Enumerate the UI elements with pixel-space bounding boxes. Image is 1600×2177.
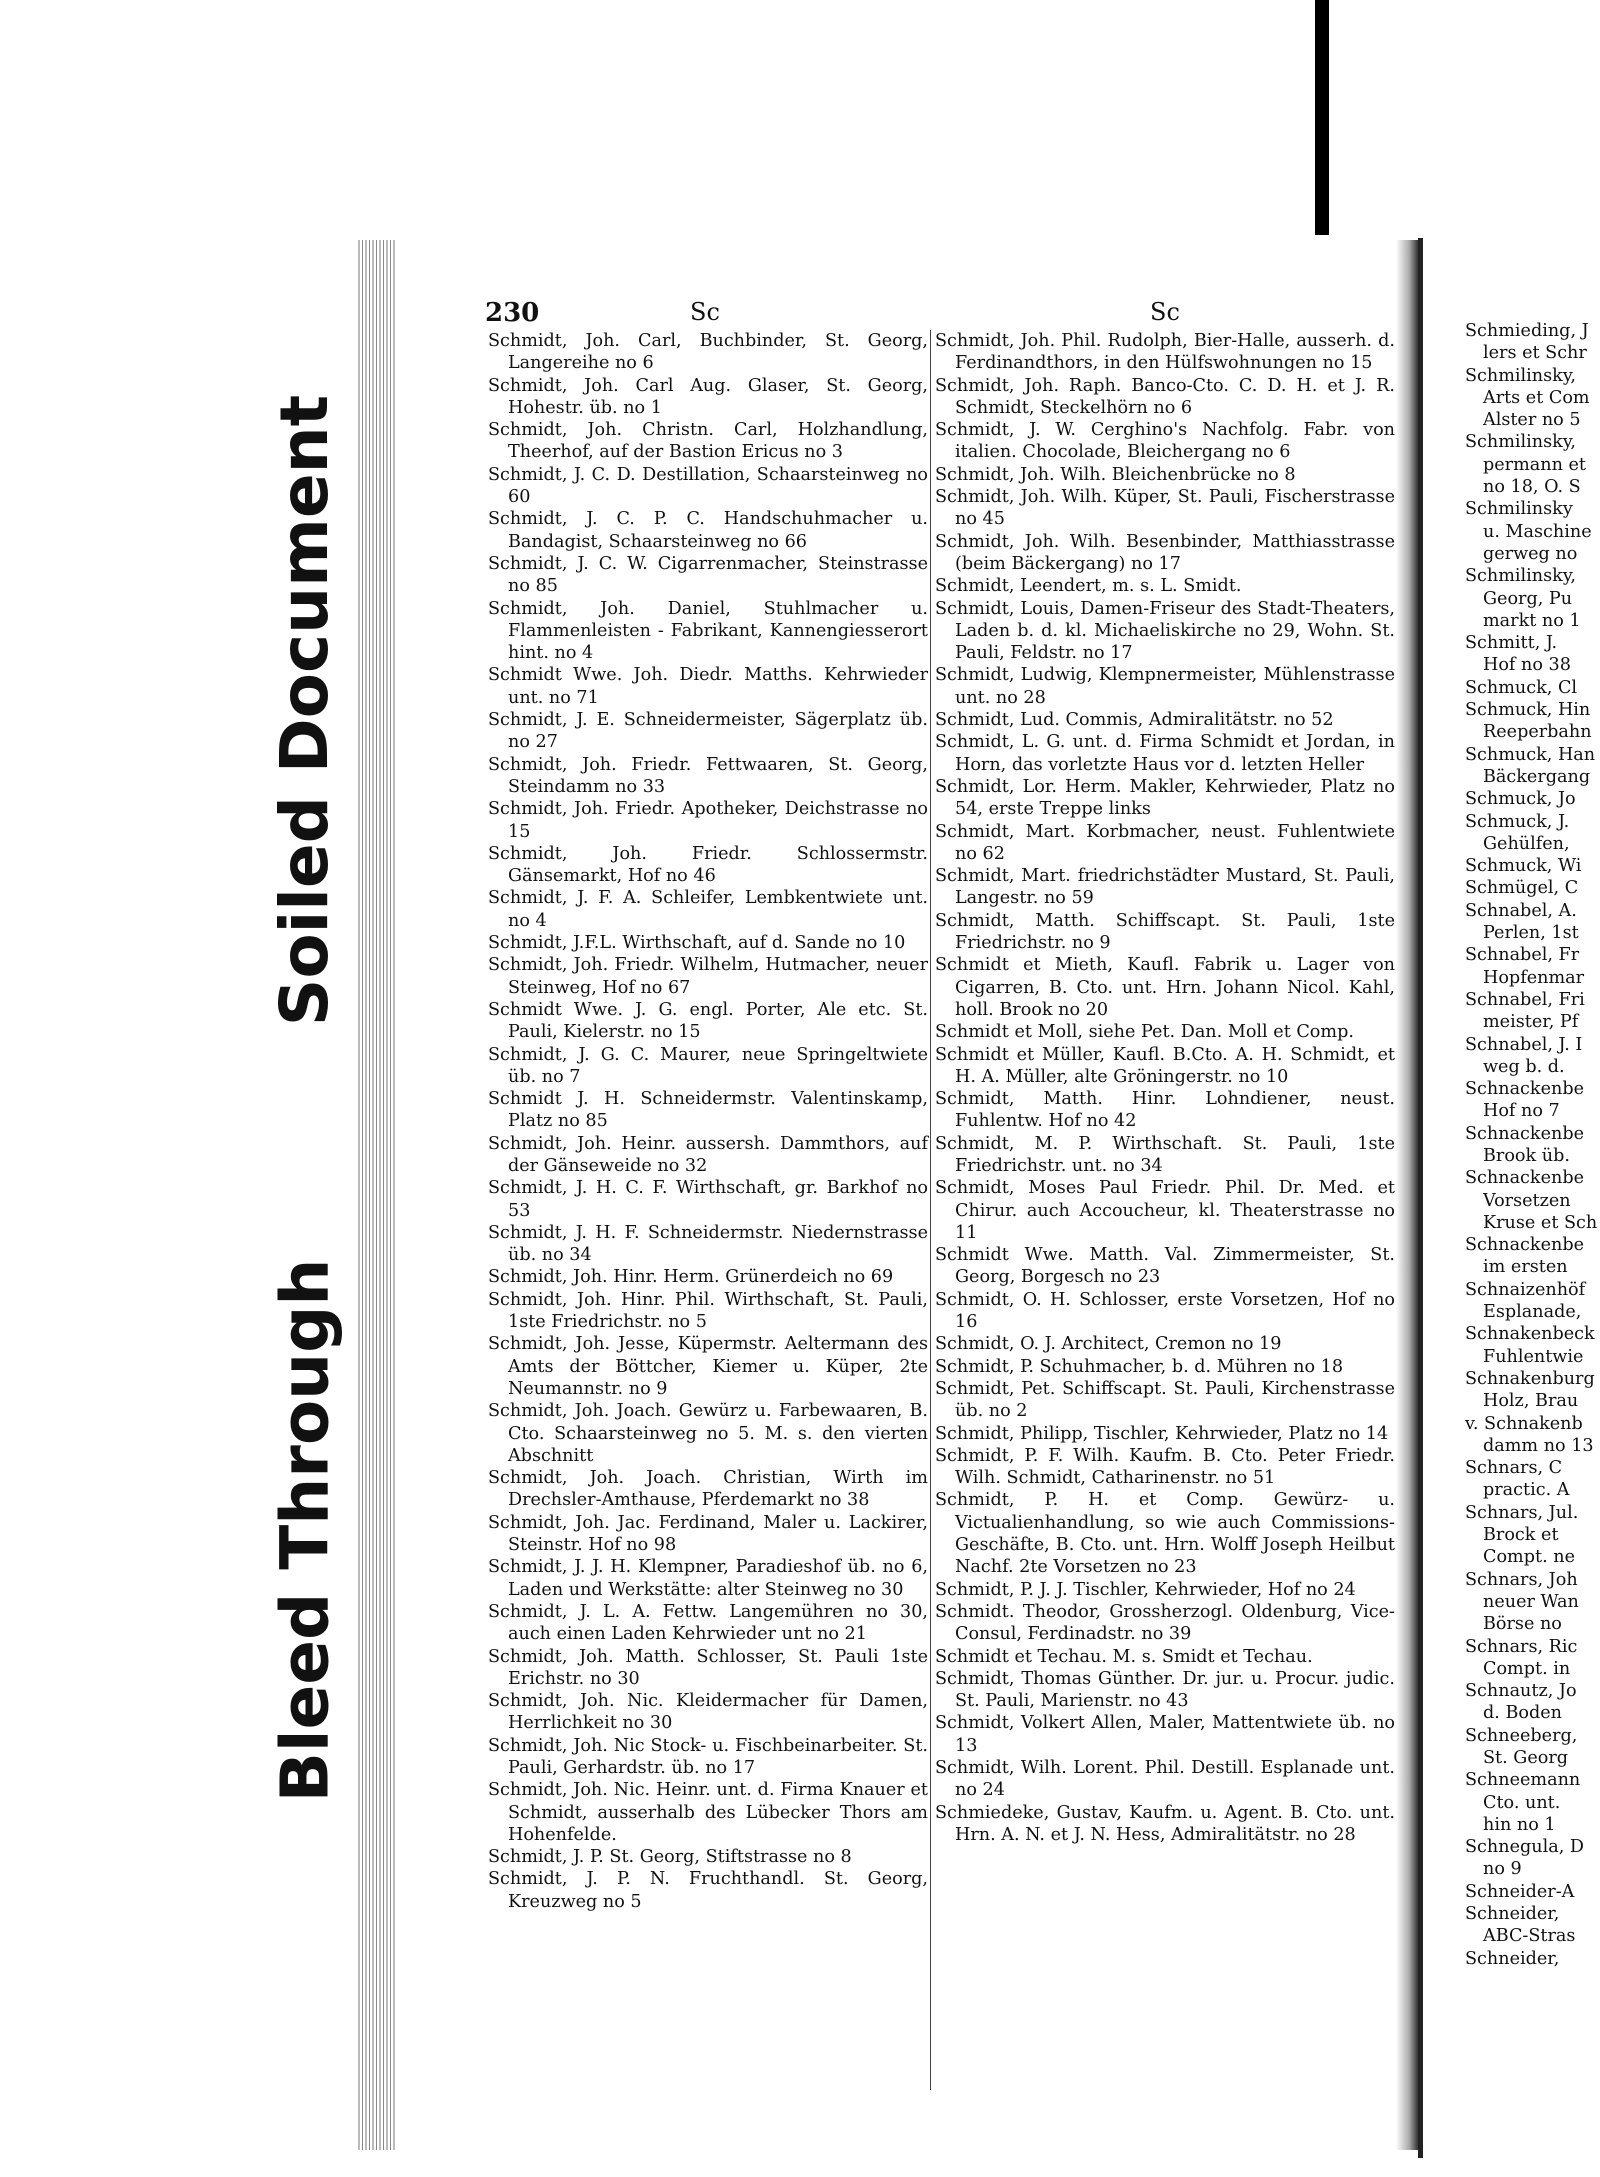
facing-page-line: damm no 13 bbox=[1483, 1435, 1594, 1456]
right-column-entry: Schmidt Wwe. Matth. Val. Zimmermeister, St. Georg, Borgesch no 23 bbox=[935, 1245, 1395, 1288]
left-column-entry: Schmidt, J. E. Schneidermeister, Sägerplatz üb. no 27 bbox=[488, 710, 928, 753]
facing-page-line: Schnakenburg bbox=[1465, 1368, 1595, 1389]
right-column-entry: Schmidt, Wilh. Lorent. Phil. Destill. Esplanade unt. no 24 bbox=[935, 1758, 1395, 1801]
left-column-entry: Schmidt, Joh. Hinr. Phil. Wirthschaft, St. Pauli, 1ste Friedrichstr. no 5 bbox=[488, 1289, 928, 1333]
facing-page-line: Schnabel, Fri bbox=[1465, 989, 1585, 1010]
facing-page-line: u. Maschine bbox=[1483, 521, 1592, 542]
facing-page-line: Schmilinsky, bbox=[1465, 365, 1577, 386]
right-column-entry: Schmidt, P. J. J. Tischler, Kehrwieder, Hof no 24 bbox=[935, 1579, 1356, 1600]
right-column-entry: Schmidt, Mart. Korbmacher, neust. Fuhlentwiete no 62 bbox=[935, 821, 1395, 864]
left-column-entry: Schmidt, Joh. Friedr. Apotheker, Deichstrasse no 15 bbox=[488, 799, 928, 842]
left-column-entry: Schmidt, Joh. Nic. Kleidermacher für Damen, Herrlichkeit no 30 bbox=[488, 1691, 928, 1734]
facing-page-line: Schmieding, J bbox=[1465, 321, 1589, 341]
facing-page-line: Schnakenbeck bbox=[1465, 1324, 1595, 1345]
soiled-document-label bbox=[250, 390, 360, 1030]
facing-page-line: Schnackenbe bbox=[1465, 1123, 1584, 1144]
left-column-entry: Schmidt, Joh. Jac. Ferdinand, Maler u. Lackirer, Steinstr. Hof no 98 bbox=[488, 1512, 928, 1556]
facing-page-line: Schmilinsky, bbox=[1465, 566, 1577, 587]
facing-page-line: Kruse et Sch bbox=[1483, 1212, 1598, 1233]
facing-page-line: ABC-Stras bbox=[1483, 1926, 1576, 1947]
right-column-entry: Schmidt, P. H. et Comp. Gewürz- u. Victualienhandlung, so wie auch Commissions-Geschäfte, B. Cto. unt. Hrn. Wolff Joseph Heilbut Nachf. 2te Vorsetzen no 23 bbox=[935, 1490, 1395, 1578]
right-column-entry: Schmidt, Volkert Allen, Maler, Mattentwiete üb. no 13 bbox=[935, 1713, 1395, 1756]
right-column-entry: Schmidt, M. P. Wirthschaft. St. Pauli, 1ste Friedrichstr. unt. no 34 bbox=[935, 1133, 1395, 1176]
left-column-entry: Schmidt, Joh. Friedr. Wilhelm, Hutmacher, neuer Steinweg, Hof no 67 bbox=[488, 955, 928, 998]
left-column-entry: Schmidt, Joh. Joach. Christian, Wirth im Drechsler-Amthause, Pferdemarkt no 38 bbox=[488, 1468, 928, 1511]
right-column-entry: Schmidt, Joh. Wilh. Besenbinder, Matthiasstrasse (beim Bäckergang) no 17 bbox=[935, 531, 1395, 574]
left-column-entry: Schmidt, J. F. A. Schleifer, Lembkentwiete unt. no 4 bbox=[488, 888, 928, 931]
left-column-entry: Schmidt, Joh. Matth. Schlosser, St. Pauli 1ste Erichstr. no 30 bbox=[488, 1646, 928, 1689]
facing-page-line: markt no 1 bbox=[1483, 610, 1581, 631]
header-left: Sc bbox=[690, 298, 720, 326]
right-column-entry: Schmidt, P. Schuhmacher, b. d. Mühren no 18 bbox=[935, 1356, 1344, 1377]
facing-page-line: Schnaizenhöf bbox=[1465, 1279, 1586, 1300]
left-column-entry: Schmidt, J. C. P. C. Handschuhmacher u. Bandagist, Schaarsteinweg no 66 bbox=[488, 509, 928, 552]
facing-page-line: Schnabel, A. bbox=[1465, 900, 1577, 921]
right-column-entry: Schmidt, O. H. Schlosser, erste Vorsetzen, Hof no 16 bbox=[935, 1289, 1395, 1333]
facing-page-line: practic. A bbox=[1483, 1480, 1570, 1501]
left-column bbox=[488, 330, 928, 1913]
right-column-entry: Schmidt, Leendert, m. s. L. Smidt. bbox=[935, 576, 1242, 597]
facing-page-line: Fuhlentwie bbox=[1483, 1346, 1584, 1367]
left-column-entry: Schmidt, Joh. Hinr. Herm. Grünerdeich no 69 bbox=[488, 1267, 894, 1288]
facing-page-column bbox=[1465, 320, 1600, 1970]
left-column-entry: Schmidt, Joh. Carl Aug. Glaser, St. Georg, Hohestr. üb. no 1 bbox=[488, 375, 928, 418]
facing-page-line: Gehülfen, bbox=[1483, 833, 1570, 854]
left-column-entry: Schmidt, Joh. Daniel, Stuhlmacher u. Flammenleisten - Fabrikant, Kannengiesserort hint. no 4 bbox=[488, 598, 928, 664]
left-column-entry: Schmidt, Joh. Jesse, Küpermstr. Aeltermann des Amts der Böttcher, Kiemer u. Küper, 2te Neumannstr. no 9 bbox=[488, 1334, 928, 1399]
left-column-entry: Schmidt, Joh. Joach. Gewürz u. Farbewaaren, B. Cto. Schaarsteinweg no 5. M. s. den vierten Abschnitt bbox=[488, 1401, 928, 1466]
right-column-entry: Schmidt, Mart. friedrichstädter Mustard, St. Pauli, Langestr. no 59 bbox=[935, 866, 1395, 909]
left-column-entry: Schmidt, Joh. Christn. Carl, Holzhandlung, Theerhof, auf der Bastion Ericus no 3 bbox=[488, 420, 928, 463]
facing-page-line: Schnars, Joh bbox=[1465, 1569, 1578, 1590]
facing-page-line: Schnars, Ric bbox=[1465, 1636, 1578, 1657]
right-column-entry: Schmidt, Matth. Hinr. Lohndiener, neust. Fuhlentw. Hof no 42 bbox=[935, 1089, 1395, 1132]
facing-page-line: Bäckergang bbox=[1483, 766, 1591, 787]
facing-page-line: Arts et Com bbox=[1483, 387, 1590, 408]
left-column-entry: Schmidt, Joh. Friedr. Schlossermstr. Gänsemarkt, Hof no 46 bbox=[488, 843, 928, 887]
right-column-entry: Schmidt, Moses Paul Friedr. Phil. Dr. Med. et Chirur. auch Accoucheur, kl. Theaterstrasse no 11 bbox=[935, 1178, 1395, 1243]
soiled-document-text: Soiled Document bbox=[266, 394, 344, 1026]
left-column-entry: Schmidt, J. P. St. Georg, Stiftstrasse no 8 bbox=[488, 1847, 852, 1868]
facing-page-line: neuer Wan bbox=[1483, 1591, 1579, 1612]
facing-page-line: Schnautz, Jo bbox=[1465, 1681, 1577, 1702]
facing-page-line: Compt. in bbox=[1483, 1658, 1571, 1679]
facing-page-line: Schnackenbe bbox=[1465, 1235, 1584, 1256]
right-column-entry: Schmidt. Theodor, Grossherzogl. Oldenburg, Vice-Consul, Ferdinadstr. no 39 bbox=[935, 1601, 1395, 1645]
facing-page-line: Hof no 7 bbox=[1483, 1101, 1560, 1122]
bleed-through-text: Bleed Through bbox=[266, 1258, 344, 1802]
facing-page-line: meister, Pf bbox=[1483, 1012, 1579, 1033]
left-column-entry: Schmidt, J. C. D. Destillation, Schaarsteinweg no 60 bbox=[488, 464, 928, 508]
left-column-entry: Schmidt, J. H. C. F. Wirthschaft, gr. Barkhof no 53 bbox=[488, 1178, 928, 1221]
facing-page-line: Hopfenmar bbox=[1483, 967, 1585, 988]
right-column-entry: Schmidt, Lud. Commis, Admiralitätstr. no 52 bbox=[935, 710, 1334, 731]
facing-page-line: no 9 bbox=[1483, 1859, 1522, 1880]
left-column-entry: Schmidt J. H. Schneidermstr. Valentinskamp, Platz no 85 bbox=[488, 1089, 928, 1132]
right-column-entry: Schmidt, O. J. Architect, Cremon no 19 bbox=[935, 1334, 1282, 1355]
facing-page-line: gerweg no bbox=[1483, 543, 1578, 564]
facing-page-line: Hof no 38 bbox=[1483, 655, 1571, 676]
right-column-entry: Schmidt, L. G. unt. d. Firma Schmidt et Jordan, in Horn, das vorletzte Haus vor d. letzten Heller bbox=[935, 732, 1395, 775]
facing-page-line: Schneider-A bbox=[1465, 1881, 1575, 1902]
facing-page-line: Schmuck, Wi bbox=[1465, 856, 1582, 877]
facing-page-line: Schmuck, J. bbox=[1465, 811, 1570, 832]
right-column-entry: Schmidt, Joh. Raph. Banco-Cto. C. D. H. et J. R. Schmidt, Steckelhörn no 6 bbox=[935, 375, 1395, 418]
column-divider bbox=[930, 330, 931, 2090]
facing-page-line: permann et bbox=[1483, 454, 1586, 475]
facing-page-line: Schmilinsky bbox=[1465, 499, 1573, 520]
facing-page-line: v. Schnakenb bbox=[1465, 1413, 1583, 1434]
facing-page-line: Schnabel, Fr bbox=[1465, 945, 1580, 966]
facing-page-line: hin no 1 bbox=[1483, 1814, 1556, 1835]
left-column-entry: Schmidt, J. H. F. Schneidermstr. Niedernstrasse üb. no 34 bbox=[488, 1222, 928, 1266]
facing-page-line: Holz, Brau bbox=[1483, 1391, 1579, 1412]
facing-page-line: Brook üb. bbox=[1483, 1145, 1570, 1166]
facing-page-line: Alster no 5 bbox=[1483, 410, 1581, 431]
left-column-entry: Schmidt, Joh. Nic Stock- u. Fischbeinarbeiter. St. Pauli, Gerhardstr. üb. no 17 bbox=[488, 1735, 928, 1778]
facing-page-line: Brock et bbox=[1483, 1525, 1559, 1546]
header-right: Sc bbox=[1150, 298, 1180, 326]
facing-page-line: no 18, O. S bbox=[1483, 477, 1581, 498]
right-column-entry: Schmidt, Pet. Schiffscapt. St. Pauli, Kirchenstrasse üb. no 2 bbox=[935, 1378, 1395, 1422]
right-column-entry: Schmidt, Joh. Wilh. Küper, St. Pauli, Fischerstrasse no 45 bbox=[935, 487, 1395, 530]
left-column-entry: Schmidt, J. G. C. Maurer, neue Springeltwiete üb. no 7 bbox=[488, 1044, 928, 1087]
facing-page-line: Esplanade, bbox=[1483, 1302, 1582, 1323]
right-column-entry: Schmiedeke, Gustav, Kaufm. u. Agent. B. Cto. unt. Hrn. A. N. et J. N. Hess, Admiralitätstr. no 28 bbox=[935, 1802, 1395, 1845]
right-column bbox=[935, 330, 1395, 1846]
facing-page-line: Schmitt, J. bbox=[1465, 633, 1558, 654]
facing-page-line: Börse no bbox=[1483, 1614, 1562, 1635]
facing-page-line: Schnabel, J. I bbox=[1465, 1034, 1583, 1055]
facing-page-line: Cto. unt. bbox=[1483, 1792, 1561, 1813]
facing-page-line: Vorsetzen bbox=[1483, 1190, 1571, 1211]
right-column-entry: Schmidt, Joh. Wilh. Bleichenbrücke no 8 bbox=[935, 464, 1296, 485]
facing-page-line: weg b. d. bbox=[1483, 1056, 1565, 1077]
bleed-through-label bbox=[250, 1250, 360, 1810]
facing-page-line: Schnars, C bbox=[1465, 1458, 1563, 1479]
page-edges bbox=[358, 240, 398, 2150]
right-column-entry: Schmidt, Philipp, Tischler, Kehrwieder, Platz no 14 bbox=[935, 1423, 1389, 1444]
right-column-entry: Schmidt et Moll, siehe Pet. Dan. Moll et Comp. bbox=[935, 1022, 1354, 1043]
left-column-entry: Schmidt, J. J. H. Klempner, Paradieshof üb. no 6, Laden und Werkstätte: alter Steinweg no 30 bbox=[488, 1557, 928, 1600]
left-column-entry: Schmidt, J. C. W. Cigarrenmacher, Steinstrasse no 85 bbox=[488, 553, 928, 597]
facing-page-line: Schneider, bbox=[1465, 1904, 1560, 1925]
facing-page-line: Schmügel, C bbox=[1465, 878, 1579, 899]
facing-page-line: Schnars, Jul. bbox=[1465, 1502, 1579, 1523]
left-column-entry: Schmidt Wwe. Joh. Diedr. Matths. Kehrwieder unt. no 71 bbox=[488, 665, 928, 708]
facing-page-line: Schmuck, Jo bbox=[1465, 789, 1576, 810]
right-column-entry: Schmidt, Ludwig, Klempnermeister, Mühlenstrasse unt. no 28 bbox=[935, 665, 1395, 708]
left-column-entry: Schmidt Wwe. J. G. engl. Porter, Ale etc. St. Pauli, Kielerstr. no 15 bbox=[488, 999, 928, 1043]
facing-page-line: Perlen, 1st bbox=[1483, 923, 1579, 944]
facing-page-line: Schmuck, Cl bbox=[1465, 677, 1578, 698]
left-column-entry: Schmidt, J. L. A. Fettw. Langemühren no 30, auch einen Laden Kehrwieder unt no 21 bbox=[488, 1601, 928, 1645]
right-column-entry: Schmidt et Mieth, Kaufl. Fabrik u. Lager von Cigarren, B. Cto. unt. Hrn. Johann Nicol. Kahl, holl. Brook no 20 bbox=[935, 955, 1395, 1020]
facing-page-line: Schnackenbe bbox=[1465, 1168, 1584, 1189]
facing-page-line: Schmilinsky, bbox=[1465, 432, 1577, 453]
facing-page-line: Schmuck, Han bbox=[1465, 744, 1596, 765]
facing-page-line: St. Georg bbox=[1483, 1748, 1569, 1768]
facing-page-line: Schneeberg, bbox=[1465, 1725, 1578, 1746]
right-column-entry: Schmidt, Joh. Phil. Rudolph, Bier-Halle, ausserh. d. Ferdinandthors, in den Hülfswohnungen no 15 bbox=[935, 331, 1395, 374]
right-column-entry: Schmidt et Müller, Kaufl. B.Cto. A. H. Schmidt, et H. A. Müller, alte Gröningerstr. no 10 bbox=[935, 1044, 1395, 1087]
page-number: 230 bbox=[485, 298, 540, 328]
facing-page-line: d. Boden bbox=[1483, 1703, 1562, 1724]
right-column-entry: Schmidt et Techau. M. s. Smidt et Techau. bbox=[935, 1646, 1313, 1667]
page-gutter bbox=[1396, 240, 1418, 2150]
right-column-entry: Schmidt, Lor. Herm. Makler, Kehrwieder, Platz no 54, erste Treppe links bbox=[935, 776, 1395, 820]
left-column-entry: Schmidt, Joh. Nic. Heinr. unt. d. Firma Knauer et Schmidt, ausserhalb des Lübecker Thors am Hohenfelde. bbox=[488, 1780, 928, 1845]
left-column-entry: Schmidt, Joh. Friedr. Fettwaaren, St. Georg, Steindamm no 33 bbox=[488, 754, 928, 797]
facing-page-line: Schnegula, D bbox=[1465, 1837, 1584, 1858]
facing-page-line: Reeperbahn bbox=[1483, 722, 1592, 743]
right-column-entry: Schmidt, Matth. Schiffscapt. St. Pauli, 1ste Friedrichstr. no 9 bbox=[935, 910, 1395, 954]
facing-page-line: Schneemann bbox=[1465, 1770, 1581, 1791]
facing-page-line: im ersten bbox=[1483, 1257, 1568, 1278]
facing-page-line: Schmuck, Hin bbox=[1465, 700, 1591, 721]
facing-page-line: Schnackenbe bbox=[1465, 1079, 1584, 1100]
right-column-entry: Schmidt, Thomas Günther. Dr. jur. u. Procur. judic. St. Pauli, Marienstr. no 43 bbox=[935, 1668, 1395, 1712]
binding-edge bbox=[1315, 0, 1329, 235]
facing-page-line: lers et Schr bbox=[1483, 343, 1587, 364]
right-column-entry: Schmidt, Louis, Damen-Friseur des Stadt-Theaters, Laden b. d. kl. Michaeliskirche no 29, Wohn. St. Pauli, Feldstr. no 17 bbox=[935, 598, 1395, 664]
left-column-entry: Schmidt, Joh. Carl, Buchbinder, St. Georg, Langereihe no 6 bbox=[488, 331, 928, 374]
right-column-entry: Schmidt, P. F. Wilh. Kaufm. B. Cto. Peter Friedr. Wilh. Schmidt, Catharinenstr. no 51 bbox=[935, 1445, 1395, 1489]
facing-page-line: Compt. ne bbox=[1483, 1547, 1575, 1568]
left-column-entry: Schmidt, J.F.L. Wirthschaft, auf d. Sande no 10 bbox=[488, 933, 906, 954]
facing-page-line: Georg, Pu bbox=[1483, 588, 1573, 609]
facing-page-line: Schneider, bbox=[1465, 1948, 1560, 1969]
left-column-entry: Schmidt, Joh. Heinr. aussersh. Dammthors, auf der Gänseweide no 32 bbox=[488, 1133, 928, 1176]
left-column-entry: Schmidt, J. P. N. Fruchthandl. St. Georg, Kreuzweg no 5 bbox=[488, 1869, 928, 1912]
right-column-entry: Schmidt, J. W. Cerghino's Nachfolg. Fabr. von italien. Chocolade, Bleichergang no 6 bbox=[935, 420, 1395, 463]
